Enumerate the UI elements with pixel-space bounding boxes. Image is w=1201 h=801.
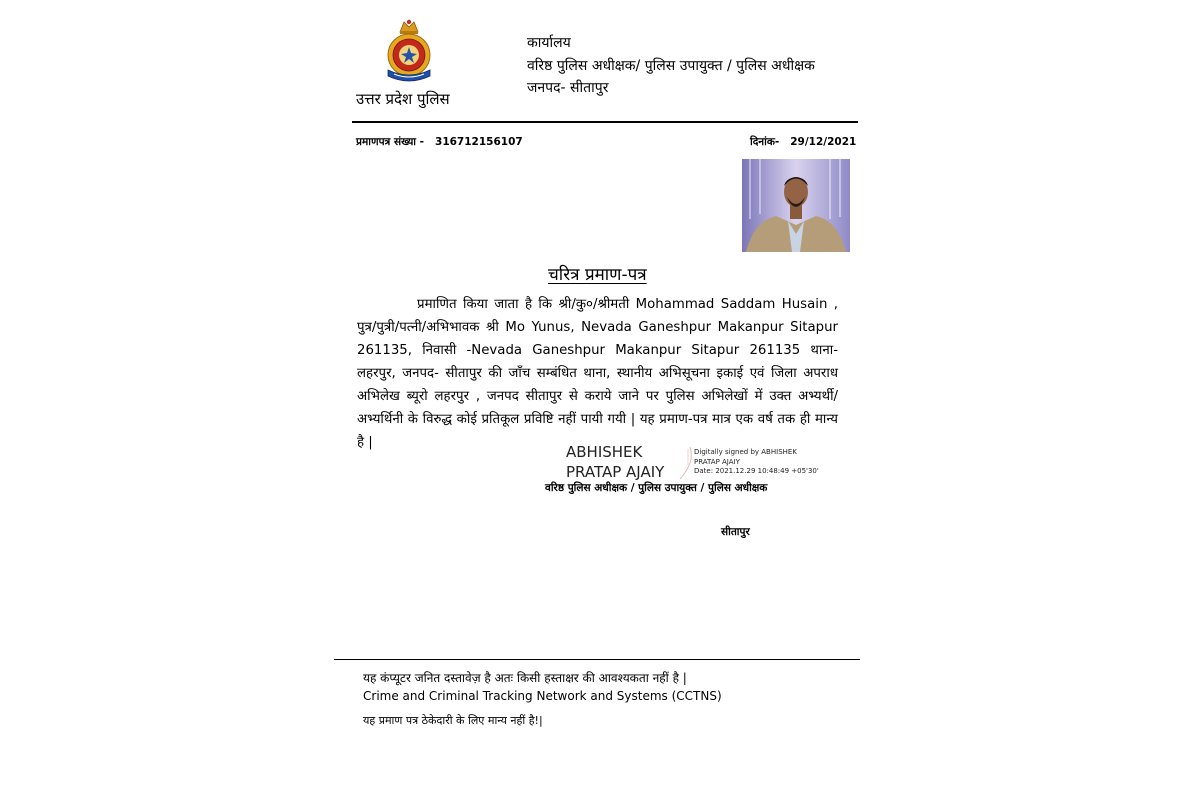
office-label: कार्यालय bbox=[527, 35, 571, 51]
office-district: जनपद- सीतापुर bbox=[527, 80, 609, 96]
footer-divider bbox=[334, 659, 860, 660]
certificate-number: 316712156107 bbox=[435, 136, 523, 148]
date-row bbox=[750, 135, 856, 149]
digital-signature-date: Date: 2021.12.29 10:48:49 +05'30' bbox=[694, 467, 819, 475]
office-designation: वरिष्ठ पुलिस अधीक्षक/ पुलिस उपायुक्त / पुलिस अधीक्षक bbox=[527, 58, 815, 74]
signature-name-line2: PRATAP AJAIY bbox=[566, 463, 665, 481]
up-police-emblem-icon bbox=[378, 18, 440, 84]
org-name: उत्तर प्रदेश पुलिस bbox=[356, 90, 450, 108]
footer-note-cctns: Crime and Criminal Tracking Network and Systems (CCTNS) bbox=[363, 689, 722, 703]
document-title: चरित्र प्रमाण-पत्र bbox=[548, 265, 647, 285]
digital-signature-line2: PRATAP AJAIY bbox=[694, 457, 740, 466]
signatory-designation: वरिष्ठ पुलिस अधीक्षक / पुलिस उपायुक्त / पुलिस अधीक्षक bbox=[545, 482, 768, 494]
digital-signature-info bbox=[694, 448, 819, 477]
header-divider bbox=[352, 121, 858, 123]
certificate-number-row bbox=[356, 135, 523, 149]
applicant-photo bbox=[742, 159, 850, 252]
signatory-district: सीतापुर bbox=[721, 526, 750, 538]
certificate-body bbox=[357, 293, 838, 454]
footer-note-contract: यह प्रमाण पत्र ठेकेदारी के लिए मान्य नहीं है!| bbox=[363, 714, 543, 727]
certificate-number-label: प्रमाणपत्र संख्या - bbox=[356, 136, 425, 148]
date-value: 29/12/2021 bbox=[790, 136, 857, 148]
footer-note-computer-generated: यह कंप्यूटर जनित दस्तावेज़ है अतः किसी हस्ताक्षर की आवश्यकता नहीं है | bbox=[363, 671, 687, 685]
certificate-body-text: प्रमाणित किया जाता है कि श्री/कु०/श्रीमती Mohammad Saddam Husain , पुत्र/पुत्री/पत्नी/अभिभावक श्री Mo Yunus, Nevada Ganeshpur Makanpur Sitapur 261135, निवासी -Nevada Ganeshpur Makanpur Sitapur 261135 थाना- लहरपुर, जनपद- सीतापुर की जाँच सम्बंधित थाना, स्थानीय अभिसूचना इकाई एवं जिला अपराध अभिलेख ब्यूरो लहरपुर , जनपद सीतापुर से कराये जाने पर पुलिस अभिलेखों में उक्त अभ्यर्थी/अभ्यर्थिनी के विरुद्ध कोई प्रतिकूल प्रविष्टि नहीं पायी गयी | यह प्रमाण-पत्र मात्र एक वर्ष तक ही मान्य है | bbox=[357, 297, 838, 450]
signature-name bbox=[566, 442, 664, 482]
digital-signature-line1: Digitally signed by ABHISHEK bbox=[694, 448, 797, 456]
signature-name-line1: ABHISHEK bbox=[566, 443, 643, 461]
date-label: दिनांक- bbox=[750, 136, 780, 148]
